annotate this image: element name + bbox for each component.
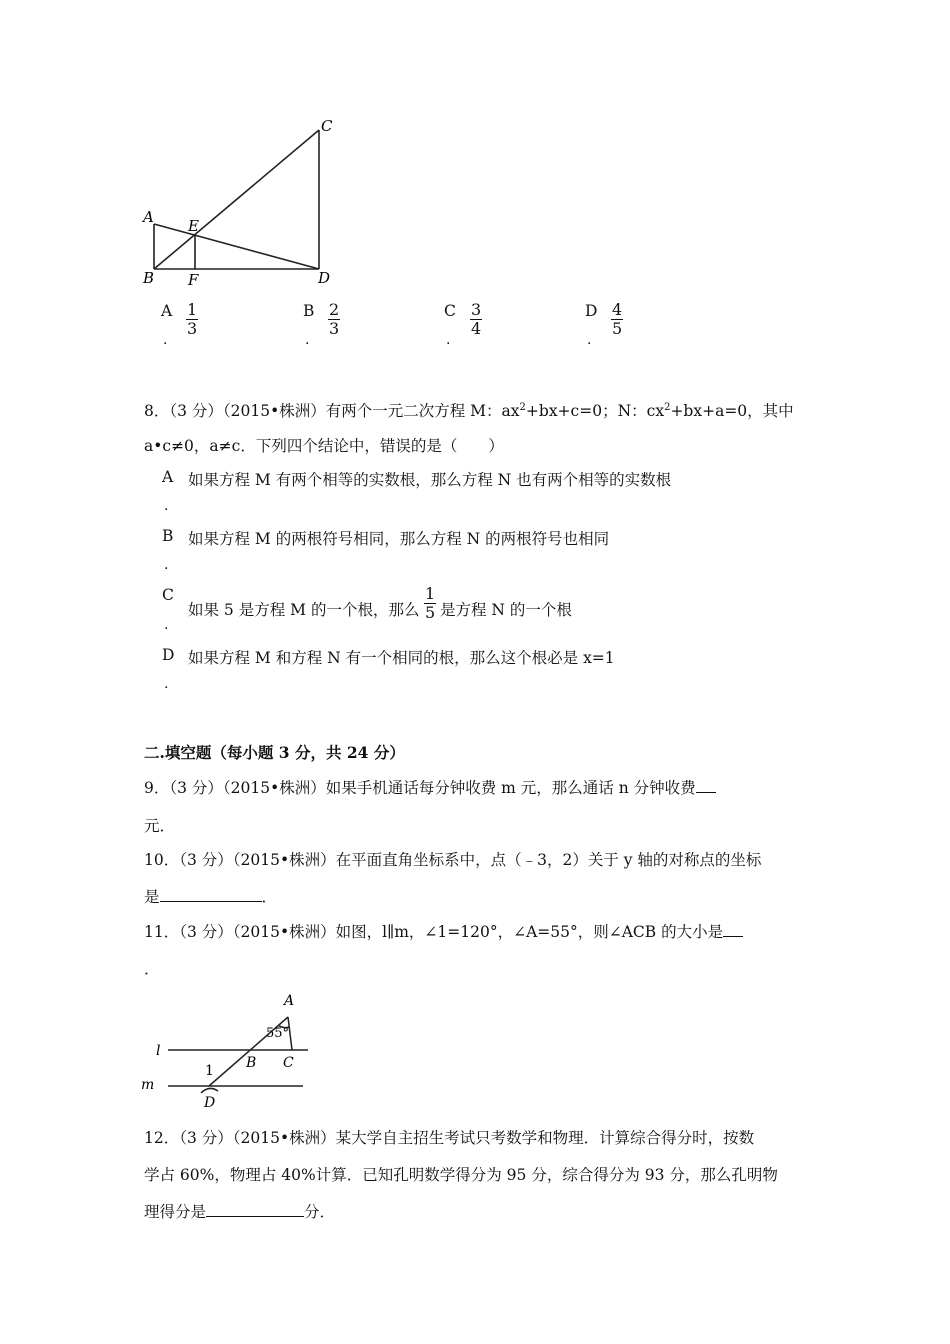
label-e: E [188,217,199,235]
answer-blank [160,900,262,902]
answer-blank [723,935,743,937]
option-text-after: 是方程 N 的一个根 [440,601,572,619]
label-d: D [204,1095,216,1111]
option-letter: A [161,302,173,320]
option-letter: D [162,646,175,664]
option-fraction: $\frac{1}{5}$ [425,584,436,622]
label-b: B [246,1055,257,1071]
option-text: 如果方程 M 和方程 N 有一个相同的根，那么这个根必是 x=1 [188,649,615,667]
label-l: l [156,1043,161,1059]
option-fraction: $\frac{4}{5}$ [612,300,623,338]
option-fraction: $\frac{1}{3}$ [187,300,198,338]
q9-line1: 9．（3 分）（2015•株洲）如果手机通话每分钟收费 m 元，那么通话 n 分钟收费 [144,776,716,798]
q12-line1: 12．（3 分）（2015•株洲）某大学自主招生考试只考数学和物理．计算综合得分时，按数 [144,1129,755,1147]
label-b: B [143,269,155,287]
q11-line1: 11．（3 分）（2015•株洲）如图，l∥m，∠1=120°，∠A=55°，则∠ACB 的大小是 [144,920,743,942]
label-d: D [318,269,331,287]
q9-line2: 元． [144,817,176,835]
q10-line1: 10．（3 分）（2015•株洲）在平面直角坐标系中，点（﹣3，2）关于 y 轴的对称点的坐标 [144,851,762,869]
figure-q11 [138,985,318,1113]
figure-q7 [140,112,340,292]
section-title: 二.填空题（每小题 3 分，共 24 分） [144,743,405,762]
segment-bc [154,130,319,269]
segment-ad [154,224,319,269]
q8-stem-line2: a•c≠0，a≠c．下列四个结论中，错误的是（ ） [144,437,504,455]
label-c: C [283,1055,294,1071]
q10-line2: 是 ． [144,888,278,906]
q12-line2: 学占 60%，物理占 40%计算．已知孔明数学得分为 95 分，综合得分为 93 分，那么孔明物 [144,1166,778,1184]
answer-blank [206,1215,304,1217]
option-letter: B [303,302,315,320]
option-letter: A [162,468,174,486]
q12-line3: 理得分是 分． [144,1203,336,1221]
option-letter: C [162,586,174,604]
label-a: A [143,208,154,226]
option-letter: C [444,302,456,320]
angle-1-arc [201,1088,218,1093]
label-a: A [284,993,295,1009]
q11-line2: ． [144,960,160,978]
label-1: 1 [205,1063,214,1079]
q8-stem-line1: 8．（3 分）（2015•株洲）有两个一元二次方程 M：$ax^2+bx+c=0$；N：$cx^2+bx+a=0$，其中 [144,401,794,420]
answer-blank [696,791,716,793]
label-m: m [141,1077,155,1093]
option-text: 如果方程 M 有两个相等的实数根，那么方程 N 也有两个相等的实数根 [188,471,672,489]
option-text: 如果方程 M 的两根符号相同，那么方程 N 的两根符号也相同 [188,530,610,548]
option-fraction: $\frac{2}{3}$ [329,300,340,338]
label-c: C [321,117,333,135]
label-f: F [188,271,199,289]
option-letter: B [162,527,174,545]
option-text-before: 如果 5 是方程 M 的一个根，那么 [188,601,420,619]
angle-a-value: 55° [266,1026,290,1041]
option-letter: D [585,302,598,320]
option-fraction: $\frac{3}{4}$ [471,300,482,338]
